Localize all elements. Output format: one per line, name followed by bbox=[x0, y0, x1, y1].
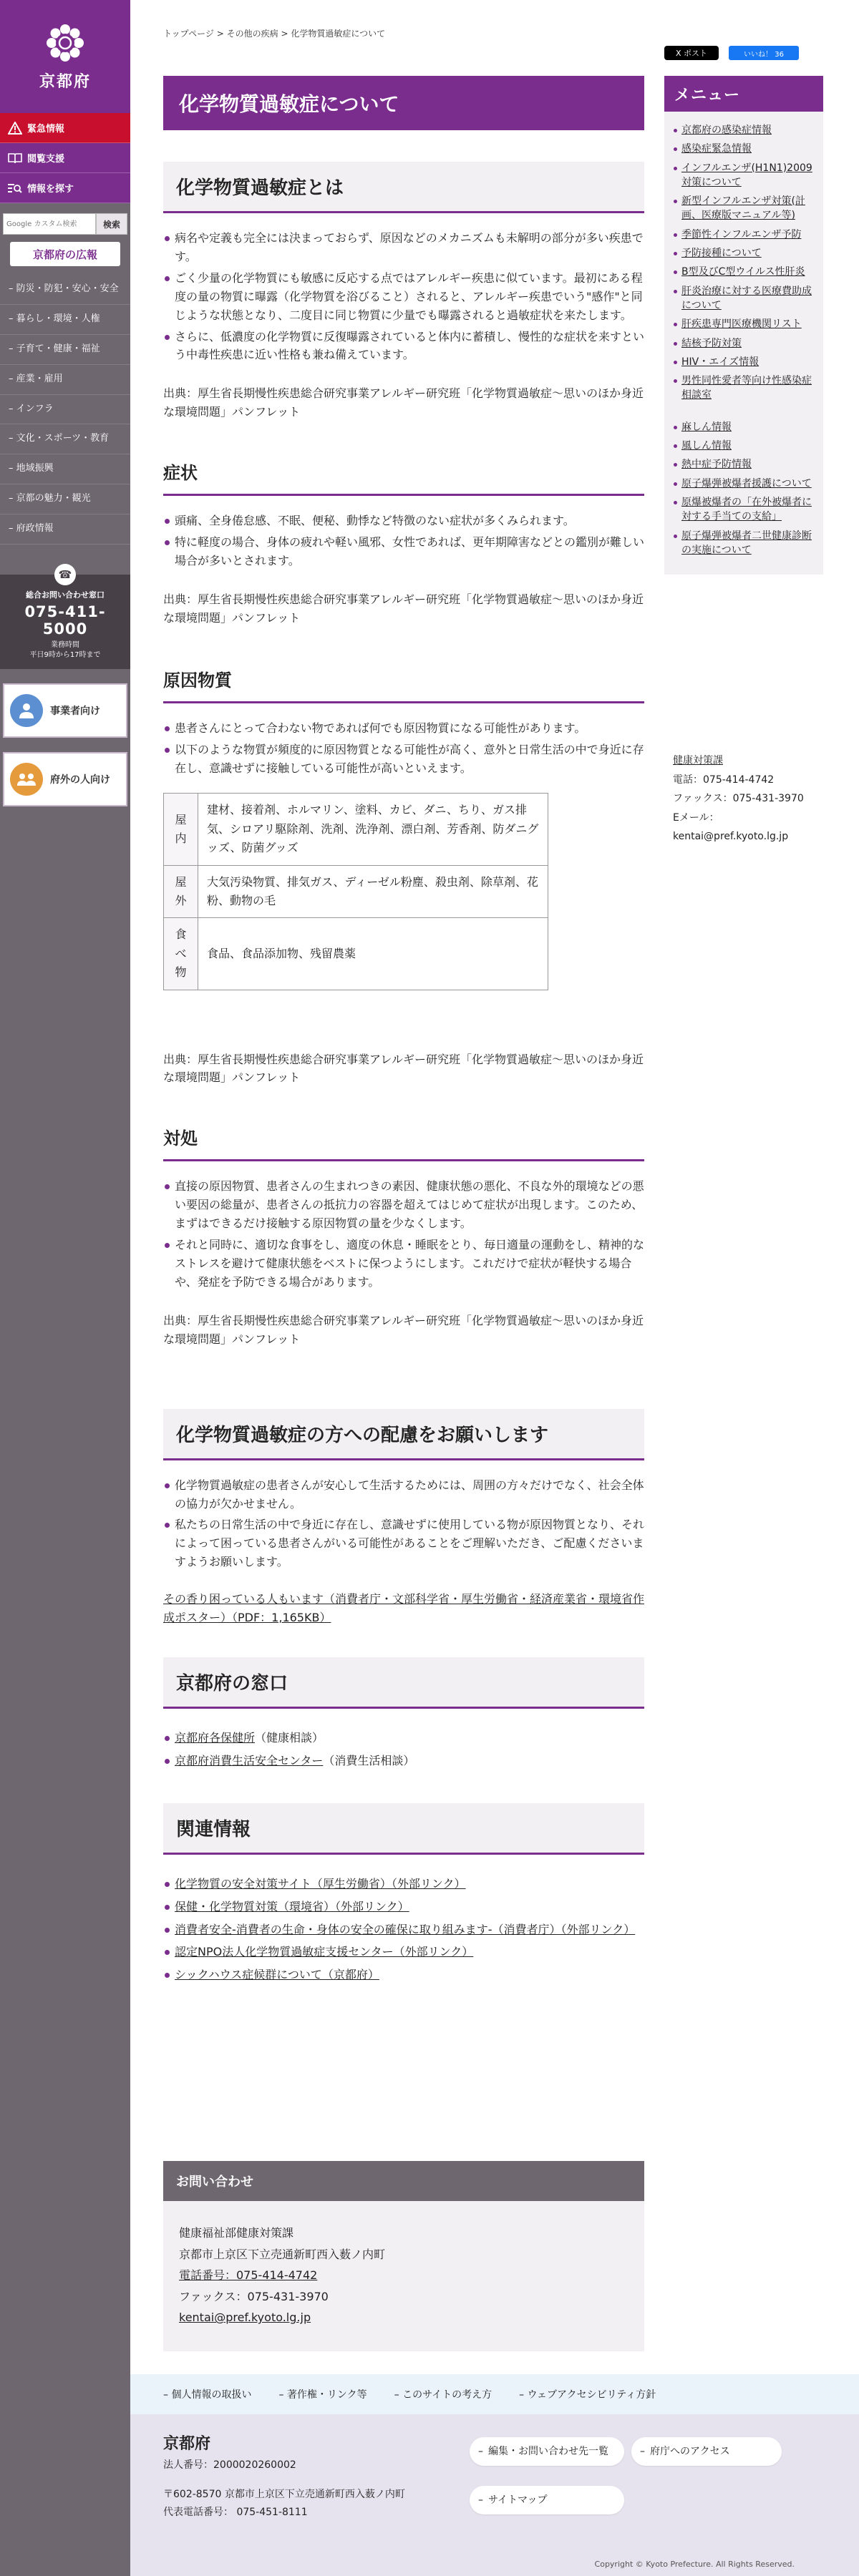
menu-list bbox=[673, 123, 816, 403]
row-label: 屋内 bbox=[164, 794, 198, 865]
find-info-label: 情報を探す bbox=[27, 184, 74, 195]
menu-link[interactable]: HIV・エイズ情報 bbox=[681, 356, 759, 368]
find-info-button[interactable] bbox=[0, 173, 130, 203]
list-item bbox=[163, 1921, 644, 1939]
business-person-icon bbox=[10, 694, 43, 727]
contact-list-button[interactable]: – 編集・お問い合わせ先一覧 bbox=[470, 2437, 624, 2466]
related-link[interactable]: シックハウス症候群について（京都府） bbox=[175, 1968, 379, 1982]
menu-link[interactable]: 予防接種について bbox=[681, 248, 762, 260]
row-label: 屋外 bbox=[164, 865, 198, 918]
search-list-icon bbox=[7, 180, 23, 196]
bullet-list bbox=[163, 512, 644, 570]
contact-link-list bbox=[163, 1729, 644, 1770]
section-heading: 症状 bbox=[163, 459, 644, 496]
pr-link[interactable]: 京都府の広報 bbox=[10, 242, 120, 266]
side-contact-email[interactable]: kentai@pref.kyoto.lg.jp bbox=[673, 831, 789, 843]
table-row bbox=[164, 794, 548, 865]
phone-icon: ☎ bbox=[54, 564, 76, 585]
list-item bbox=[163, 1898, 644, 1916]
breadcrumb-home[interactable]: トップページ bbox=[163, 29, 214, 39]
related-link-list bbox=[163, 1875, 644, 1985]
visitor-audience-label: 府外の人向け bbox=[50, 774, 110, 786]
list-item: 私たちの日常生活の中で身近に存在し、意識せずに使用している物が原因物質となり、それによって困っている患者さんがいる可能性があることをご理解いただき、ご配慮くださいますようお願いします。 bbox=[163, 1516, 644, 1571]
emergency-label: 緊急情報 bbox=[27, 124, 65, 135]
footer-corp-number: 法人番号：2000020260002 bbox=[163, 2459, 296, 2471]
footer-address bbox=[163, 2486, 405, 2522]
table-row bbox=[164, 918, 548, 990]
menu-link[interactable]: 京都府の感染症情報 bbox=[681, 125, 772, 136]
related-link[interactable]: 消費者安全-消費者の生命・身体の安全の確保に取り組みます-（消費者庁）（外部リンク） bbox=[175, 1922, 636, 1936]
share-buttons bbox=[664, 46, 799, 60]
sitemap-button[interactable]: – サイトマップ bbox=[470, 2486, 624, 2514]
sidebar-item-childcare[interactable]: – 子育て・健康・福祉 bbox=[0, 335, 130, 365]
footer-tel: 代表電話番号： 075-451-8111 bbox=[163, 2507, 308, 2519]
reading-support-button[interactable] bbox=[0, 143, 130, 173]
menu-link[interactable]: 原子爆弾被爆者援護について bbox=[681, 477, 812, 489]
section-heading: 原因物質 bbox=[163, 666, 644, 703]
section-kyoto-contact bbox=[163, 1657, 644, 1770]
menu-list bbox=[673, 420, 816, 557]
contact-tel[interactable]: 075-411-5000 bbox=[24, 603, 106, 638]
emergency-info-button[interactable] bbox=[0, 113, 130, 143]
section-heading: 化学物質過敏症とは bbox=[163, 162, 644, 213]
list-item: 京都府各保健所（健康相談） bbox=[163, 1729, 644, 1747]
visitor-audience-button[interactable] bbox=[3, 752, 127, 806]
footer-link-accessibility[interactable]: – ウェブアクセシビリティ方針 bbox=[519, 2387, 656, 2401]
menu-item bbox=[673, 317, 816, 331]
breadcrumb-current: 化学物質過敏症について bbox=[291, 29, 386, 39]
section-heading: 京都府の窓口 bbox=[163, 1657, 644, 1709]
list-item: 化学物質過敏症の患者さんが安心して生活するためには、周囲の方々だけでなく、社会全体の協力が欠かせません。 bbox=[163, 1476, 644, 1513]
business-audience-button[interactable] bbox=[3, 683, 127, 738]
facebook-like-button[interactable]: いいね！ 36 bbox=[729, 46, 799, 60]
health-center-link[interactable]: 京都府各保健所 bbox=[175, 1730, 256, 1745]
list-item: 病名や定義も完全には決まっておらず、原因などのメカニズムも未解明の部分が多い疾患です。 bbox=[163, 229, 644, 266]
site-name: 京都府 bbox=[39, 72, 91, 91]
bullet-list bbox=[163, 229, 644, 364]
consumer-center-link[interactable]: 京都府消費生活安全センター bbox=[175, 1753, 324, 1767]
section-treatment bbox=[163, 1124, 644, 1348]
menu-link[interactable]: 結核予防対策 bbox=[681, 337, 742, 349]
reading-support-label: 閲覧支援 bbox=[27, 154, 65, 165]
menu-item bbox=[673, 336, 816, 351]
right-menu bbox=[664, 76, 823, 575]
menu-item bbox=[673, 457, 816, 472]
menu-heading: メニュー bbox=[664, 76, 823, 112]
bullet-list bbox=[163, 1476, 644, 1572]
menu-link[interactable]: 原子爆弾被爆者二世健康診断の実施について bbox=[681, 530, 812, 556]
section-related bbox=[163, 1803, 644, 1985]
related-link[interactable]: 化学物質の安全対策サイト（厚生労働省）（外部リンク） bbox=[175, 1876, 466, 1890]
list-item: ごく少量の化学物質にも敏感に反応する点ではアレルギー疾患に似ています。最初にある程度の量の物質に曝露（化学物質を浴びること）されると、アレルギー疾患でいう"感作"と同じような状態となり、二度目に同じ物質に少量でも曝露されると過敏症状を来たします。 bbox=[163, 269, 644, 325]
list-item: 頭痛、全身倦怠感、不眠、便秘、動悸など特徴のない症状が多くみられます。 bbox=[163, 512, 644, 530]
sidebar-item-infrastructure[interactable]: – インフラ bbox=[0, 395, 130, 425]
row-label: 食べ物 bbox=[164, 918, 198, 990]
related-link[interactable]: 認定NPO法人化学物質過敏症支援センター（外部リンク） bbox=[175, 1945, 474, 1959]
search-button[interactable]: 検索 bbox=[96, 213, 127, 235]
contact-hours bbox=[4, 640, 126, 660]
copyright: Copyright © Kyoto Prefecture. All Rights Reserved. bbox=[594, 2560, 795, 2569]
poster-pdf-link[interactable]: その香り困っている人もいます（消費者庁・文部科学省・厚生労働省・経済産業省・環境省作成ポスター）（PDF：1,165KB） bbox=[163, 1592, 645, 1625]
menu-link[interactable]: インフルエンザ(H1N1)2009対策について bbox=[681, 162, 812, 188]
inquiry-tel[interactable]: 電話番号：075-414-4742 bbox=[179, 2268, 318, 2283]
business-audience-label: 事業者向け bbox=[50, 706, 100, 718]
list-item: 特に軽度の場合、身体の疲れや軽い風邪、女性であれば、更年期障害などとの鑑別が難しい場合が多いとされます。 bbox=[163, 533, 644, 570]
menu-item bbox=[673, 374, 816, 403]
menu-item bbox=[673, 123, 816, 137]
inquiry-fax: ファックス：075-431-3970 bbox=[179, 2289, 329, 2303]
section-heading: 化学物質過敏症の方への配慮をお願いします bbox=[163, 1409, 644, 1460]
menu-item bbox=[673, 477, 816, 491]
footer-address-line: 〒602-8570 京都市上京区下立売通新町西入薮ノ内町 bbox=[163, 2489, 405, 2500]
footer-link-privacy[interactable]: – 個人情報の取扱い bbox=[163, 2387, 251, 2401]
sidebar-item-regional[interactable]: – 地域振興 bbox=[0, 454, 130, 484]
list-item: 直接の原因物質、患者さんの生まれつきの素因、健康状態の悪化、不良な外的環境などの悪い要因の総量が、患者さんの抵抗力の容器を超えてはじめて症状が出現します。このため、まずはできるだけ接触する原因物質の量を少なくします。 bbox=[163, 1177, 644, 1233]
menu-link[interactable]: 熱中症予防情報 bbox=[681, 459, 752, 471]
source-note: 出典：厚生省長期慢性疾患総合研究事業アレルギー研究班「化学物質過敏症～思いのほか身近な環境問題」パンフレット bbox=[163, 1052, 644, 1085]
menu-item bbox=[673, 529, 816, 558]
menu-link[interactable]: 原爆被爆者の「在外被爆者に対する手当ての支給」 bbox=[681, 496, 812, 523]
menu-item bbox=[673, 439, 816, 453]
sidebar-item-safety[interactable]: – 防災・防犯・安心・安全 bbox=[0, 275, 130, 305]
menu-item bbox=[673, 420, 816, 434]
inquiry-body bbox=[163, 2201, 644, 2351]
sidebar-item-government[interactable]: – 府政情報 bbox=[0, 514, 130, 545]
list-item bbox=[163, 1875, 644, 1893]
section-symptoms bbox=[163, 459, 644, 628]
footer-org-name: 京都府 bbox=[163, 2435, 211, 2453]
hours-label: 業務時間 bbox=[51, 641, 79, 650]
list-item bbox=[163, 1966, 644, 1984]
related-link[interactable]: 保健・化学物質対策（環境省）（外部リンク） bbox=[175, 1899, 409, 1913]
main-content bbox=[163, 76, 644, 1989]
footer-link-copyright[interactable]: – 著作権・リンク等 bbox=[278, 2387, 367, 2401]
inquiry-dept: 健康福祉部健康対策課 bbox=[179, 2226, 294, 2240]
x-post-button[interactable]: X ポスト bbox=[664, 46, 719, 60]
list-item: 京都府消費生活安全センター（消費生活相談） bbox=[163, 1752, 644, 1770]
warning-icon bbox=[7, 120, 23, 136]
menu-link[interactable]: 季節性インフルエンザ予防 bbox=[681, 228, 802, 240]
menu-link[interactable]: 肝炎治療に対する医療費助成について bbox=[681, 285, 812, 311]
sidebar-item-industry[interactable]: – 産業・雇用 bbox=[0, 365, 130, 395]
section-causes bbox=[163, 666, 644, 1088]
search-input[interactable] bbox=[3, 213, 96, 235]
menu-item bbox=[673, 355, 816, 369]
hours-value: 平日9時から17時まで bbox=[29, 651, 101, 660]
list-item: 以下のような物質が頻度的に原因物質となる可能性が高く、意外と日常生活の中で身近に存在し、意識せずに接触している可能性が高いといえます。 bbox=[163, 741, 644, 778]
list-item: それと同時に、適切な食事をし、適度の休息・睡眠をとり、毎日適量の運動をし、精神的なストレスを避けて健康状態をベストに保つようにします。これだけで症状が軽快する場合や、発症を予防できる場合があります。 bbox=[163, 1236, 644, 1292]
menu-item bbox=[673, 228, 816, 242]
section-heading: 対処 bbox=[163, 1124, 644, 1161]
side-contact-fax: ファックス：075-431-3970 bbox=[673, 793, 804, 805]
menu-link[interactable]: 男性同性愛者等向け性感染症相談室 bbox=[681, 375, 812, 401]
sidebar-item-tourism[interactable]: – 京都の魅力・観光 bbox=[0, 484, 130, 514]
list-item: 患者さんにとって合わない物であれば何でも原因物質になる可能性があります。 bbox=[163, 719, 644, 738]
source-note: 出典：厚生省長期慢性疾患総合研究事業アレルギー研究班「化学物質過敏症～思いのほか身近な環境問題」パンフレット bbox=[163, 592, 644, 625]
side-contact bbox=[673, 751, 823, 847]
sidebar-nav bbox=[0, 275, 130, 545]
menu-item bbox=[673, 284, 816, 313]
site-logo[interactable] bbox=[0, 0, 130, 113]
inquiry-box bbox=[163, 2161, 644, 2351]
list-item: さらに、低濃度の化学物質に反復曝露されていると体内に蓄積し、慢性的な症状を来すという中毒性疾患に近い性格も兼ね備えています。 bbox=[163, 328, 644, 365]
general-contact bbox=[0, 568, 130, 669]
section-heading: 関連情報 bbox=[163, 1803, 644, 1855]
footer-link-policy[interactable]: – このサイトの考え方 bbox=[394, 2387, 492, 2401]
book-icon bbox=[7, 150, 23, 166]
side-contact-email-label: Eメール： bbox=[673, 811, 719, 824]
access-button[interactable]: – 府庁へのアクセス bbox=[631, 2437, 782, 2466]
menu-link[interactable]: 風しん情報 bbox=[681, 440, 732, 452]
menu-item bbox=[673, 142, 816, 156]
page-title: 化学物質過敏症について bbox=[163, 76, 644, 130]
breadcrumb-category[interactable]: その他の疾病 bbox=[226, 29, 278, 39]
menu-link[interactable]: 肝疾患専門医療機関リスト bbox=[681, 318, 802, 331]
footer-links bbox=[130, 2374, 859, 2414]
inquiry-address: 京都市上京区下立売通新町西入薮ノ内町 bbox=[179, 2247, 386, 2261]
breadcrumb: トップページ > その他の疾病 > 化学物質過敏症について bbox=[163, 29, 386, 39]
row-value: 大気汚染物質、排気ガス、ディーゼル粉塵、殺虫剤、除草剤、花粉、動物の毛 bbox=[198, 865, 548, 918]
menu-item bbox=[673, 246, 816, 260]
row-value: 食品、食品添加物、残留農薬 bbox=[198, 918, 548, 990]
list-item bbox=[163, 1943, 644, 1961]
cause-substance-table bbox=[163, 793, 548, 990]
menu-link[interactable]: 麻しん情報 bbox=[681, 421, 732, 433]
left-sidebar bbox=[0, 0, 130, 2576]
contact-title: 総合お問い合わせ窓口 bbox=[26, 590, 105, 600]
menu-item bbox=[673, 495, 816, 525]
section-about bbox=[163, 162, 644, 421]
inquiry-email[interactable]: kentai@pref.kyoto.lg.jp bbox=[179, 2311, 311, 2325]
side-contact-dept[interactable]: 健康対策課 bbox=[673, 755, 723, 766]
table-row bbox=[164, 865, 548, 918]
menu-body bbox=[664, 112, 823, 575]
bullet-list bbox=[163, 719, 644, 778]
visitors-icon bbox=[10, 763, 43, 796]
menu-item bbox=[673, 161, 816, 190]
sidebar-item-culture[interactable]: – 文化・スポーツ・教育 bbox=[0, 424, 130, 454]
site-search bbox=[3, 213, 127, 235]
sidebar-item-living[interactable]: – 暮らし・環境・人権 bbox=[0, 305, 130, 335]
menu-item bbox=[673, 265, 816, 279]
section-consideration bbox=[163, 1409, 644, 1627]
inquiry-heading: お問い合わせ bbox=[163, 2161, 644, 2201]
menu-link[interactable]: B型及びC型ウイルス性肝炎 bbox=[681, 266, 805, 278]
source-note: 出典：厚生省長期慢性疾患総合研究事業アレルギー研究班「化学物質過敏症～思いのほか身近な環境問題」パンフレット bbox=[163, 1313, 644, 1346]
side-contact-tel: 電話：075-414-4742 bbox=[673, 774, 775, 786]
bullet-list bbox=[163, 1177, 644, 1291]
menu-item bbox=[673, 194, 816, 223]
kyoto-emblem-icon bbox=[44, 22, 86, 64]
menu-link[interactable]: 感染症緊急情報 bbox=[681, 143, 752, 155]
row-value: 建材、接着剤、ホルマリン、塗料、カビ、ダニ、ちり、ガス排気、シロアリ駆除剤、洗剤、洗浄剤、漂白剤、芳香剤、防ダニグッズ、防菌グッズ bbox=[198, 794, 548, 865]
footer bbox=[130, 2414, 859, 2576]
source-note: 出典：厚生省長期慢性疾患総合研究事業アレルギー研究班「化学物質過敏症～思いのほか身近な環境問題」パンフレット bbox=[163, 386, 644, 419]
menu-link[interactable]: 新型インフルエンザ対策(計画、医療版マニュアル等) bbox=[681, 195, 805, 222]
